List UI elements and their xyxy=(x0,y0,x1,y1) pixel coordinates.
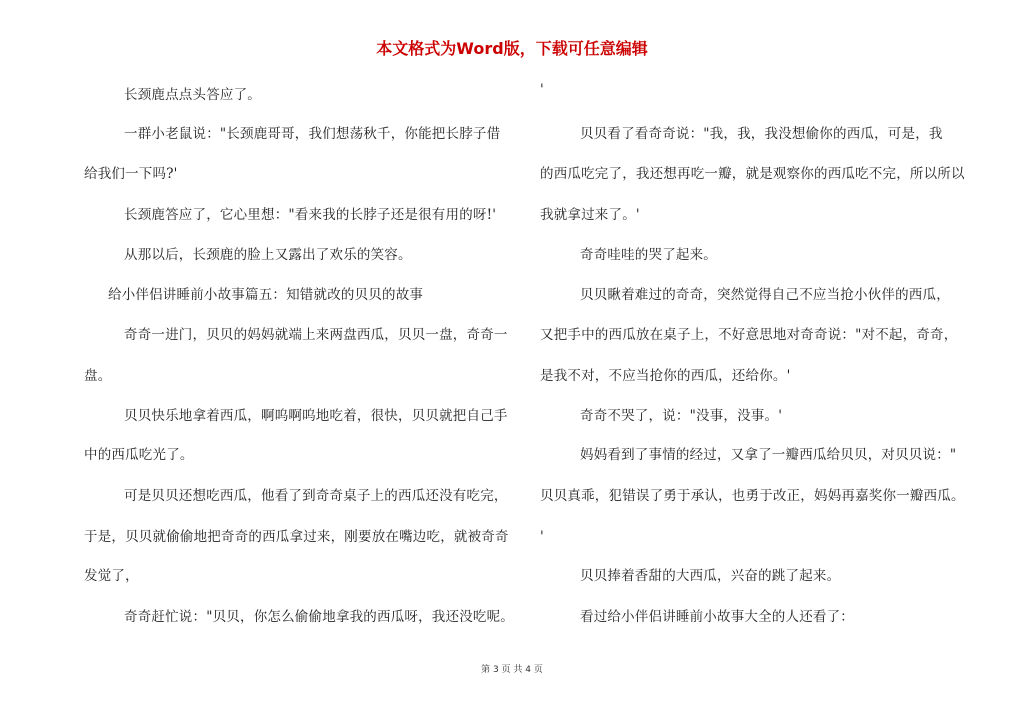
paragraph-line: 长颈鹿答应了，它心里想："看来我的长脖子还是很有用的呀!' xyxy=(124,207,497,223)
paragraph-line: 盘。 xyxy=(84,368,112,384)
paragraph-line: ' xyxy=(540,529,544,545)
paragraph-line: 发觉了， xyxy=(84,568,139,584)
paragraph-line: 可是贝贝还想吃西瓜，他看了到奇奇桌子上的西瓜还没有吃完， xyxy=(124,488,508,504)
paragraph-line: 奇奇哇哇的哭了起来。 xyxy=(580,247,717,263)
paragraph-line: 奇奇赶忙说："贝贝，你怎么偷偷地拿我的西瓜呀，我还没吃呢。 xyxy=(124,609,515,625)
paragraph-line: 长颈鹿点点头答应了。 xyxy=(124,87,261,103)
paragraph-line: 给我们一下吗?' xyxy=(84,166,178,182)
page-number: 第 3 页 共 4 页 xyxy=(481,665,543,675)
paragraph-line: 妈妈看到了事情的经过，又拿了一瓣西瓜给贝贝，对贝贝说：" xyxy=(580,447,957,463)
paragraph-line: 一群小老鼠说："长颈鹿哥哥，我们想荡秋千，你能把长脖子借 xyxy=(124,126,501,142)
paragraph-line: 从那以后，长颈鹿的脸上又露出了欢乐的笑容。 xyxy=(124,247,412,263)
paragraph-line: 是我不对，不应当抢你的西瓜，还给你。' xyxy=(540,368,791,384)
paragraph-line: 中的西瓜吃光了。 xyxy=(84,447,194,463)
paragraph-line: 于是，贝贝就偷偷地把奇奇的西瓜拿过来，刚要放在嘴边吃，就被奇奇 xyxy=(84,529,509,545)
paragraph-line: 奇奇不哭了，说："没事，没事。' xyxy=(580,408,783,424)
paragraph-line: 看过给小伴侣讲睡前小故事大全的人还看了： xyxy=(580,609,854,625)
section-heading: 给小伴侣讲睡前小故事篇五：知错就改的贝贝的故事 xyxy=(108,287,424,303)
paragraph-line: 贝贝捧着香甜的大西瓜，兴奋的跳了起来。 xyxy=(580,568,841,584)
paragraph-line: 贝贝快乐地拿着西瓜，啊呜啊呜地吃着，很快，贝贝就把自己手 xyxy=(124,408,508,424)
document-banner: 本文格式为Word版，下载可任意编辑 xyxy=(376,39,648,58)
paragraph-line: 又把手中的西瓜放在桌子上，不好意思地对奇奇说："对不起，奇奇， xyxy=(540,327,958,343)
paragraph-line: 奇奇一进门，贝贝的妈妈就端上来两盘西瓜，贝贝一盘，奇奇一 xyxy=(124,327,508,343)
paragraph-line: 的西瓜吃完了，我还想再吃一瓣，就是观察你的西瓜吃不完，所以所以 xyxy=(540,166,965,182)
paragraph-line: 贝贝看了看奇奇说："我，我，我没想偷你的西瓜，可是，我 xyxy=(580,126,943,142)
paragraph-line: ' xyxy=(540,82,544,98)
paragraph-line: 我就拿过来了。' xyxy=(540,207,640,223)
paragraph-line: 贝贝真乖，犯错误了勇于承认，也勇于改正，妈妈再嘉奖你一瓣西瓜。 xyxy=(540,488,965,504)
paragraph-line: 贝贝瞅着难过的奇奇，突然觉得自己不应当抢小伙伴的西瓜， xyxy=(580,287,950,303)
